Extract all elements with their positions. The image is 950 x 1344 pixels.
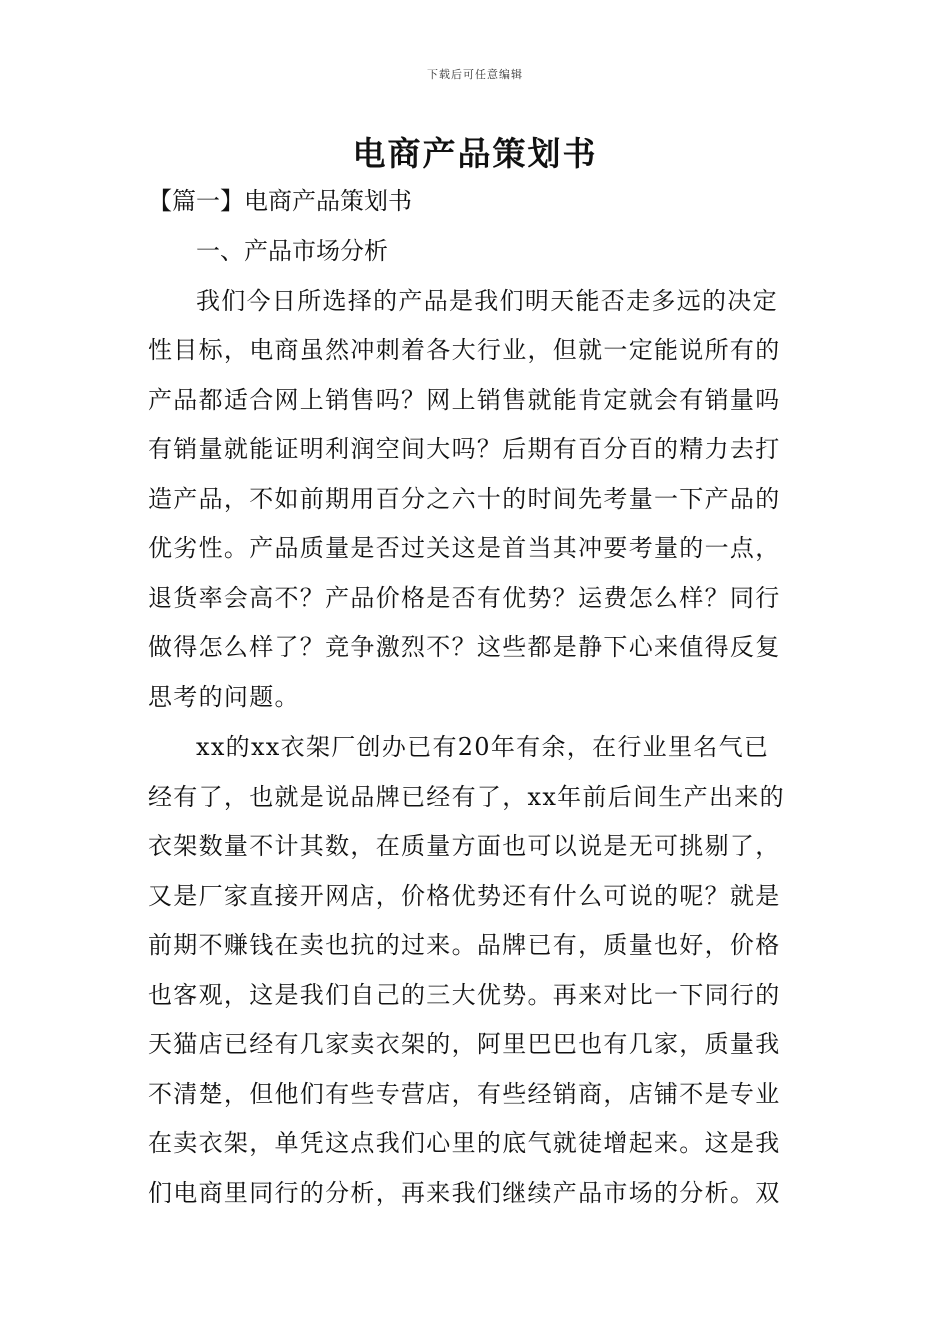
paragraph-2-line: 前期不赚钱在卖也抗的过来。品牌已有，质量也好，价格 [148,931,781,959]
paragraph-2-line: 们电商里同行的分析，再来我们继续产品市场的分析。双 [148,1179,781,1207]
paragraph-2-line: 经有了，也就是说品牌已经有了，xx年前后间生产出来的 [148,783,785,811]
paragraph-1-line: 做得怎么样了？竞争激烈不？这些都是静下心来值得反复 [148,633,781,661]
paragraph-2-line: 衣架数量不计其数，在质量方面也可以说是无可挑剔了， [148,832,781,860]
header-note: 下载后可任意编辑 [427,68,523,81]
paragraph-2-line: 也客观，这是我们自己的三大优势。再来对比一下同行的 [148,981,781,1009]
paragraph-1-line: 产品都适合网上销售吗？网上销售就能肯定就会有销量吗 [148,386,781,414]
document-title: 电商产品策划书 [352,134,598,173]
paragraph-1-line: 思考的问题。 [148,683,300,711]
paragraph-1-line: 有销量就能证明利润空间大吗？后期有百分百的精力去打 [148,435,781,463]
paragraph-2-line: xx的xx衣架厂创办已有20年有余，在行业里名气已 [196,733,770,761]
section-label: 【篇一】电商产品策划书 [148,187,412,215]
paragraph-1-line: 优劣性。产品质量是否过关这是首当其冲要考量的一点， [148,534,781,562]
paragraph-1-line: 我们今日所选择的产品是我们明天能否走多远的决定 [196,287,778,315]
paragraph-2-line: 不清楚，但他们有些专营店，有些经销商，店铺不是专业 [148,1080,781,1108]
paragraph-2-line: 在卖衣架，单凭这点我们心里的底气就徒增起来。这是我 [148,1129,781,1157]
paragraph-2-line: 又是厂家直接开网店，价格优势还有什么可说的呢？就是 [148,882,781,910]
paragraph-1-line: 造产品，不如前期用百分之六十的时间先考量一下产品的 [148,485,781,513]
subheading: 一、产品市场分析 [196,237,388,265]
paragraph-2-line: 天猫店已经有几家卖衣架的，阿里巴巴也有几家，质量我 [148,1030,781,1058]
paragraph-1-line: 性目标，电商虽然冲刺着各大行业，但就一定能说所有的 [148,336,781,364]
paragraph-1-line: 退货率会高不？产品价格是否有优势？运费怎么样？同行 [148,584,781,612]
